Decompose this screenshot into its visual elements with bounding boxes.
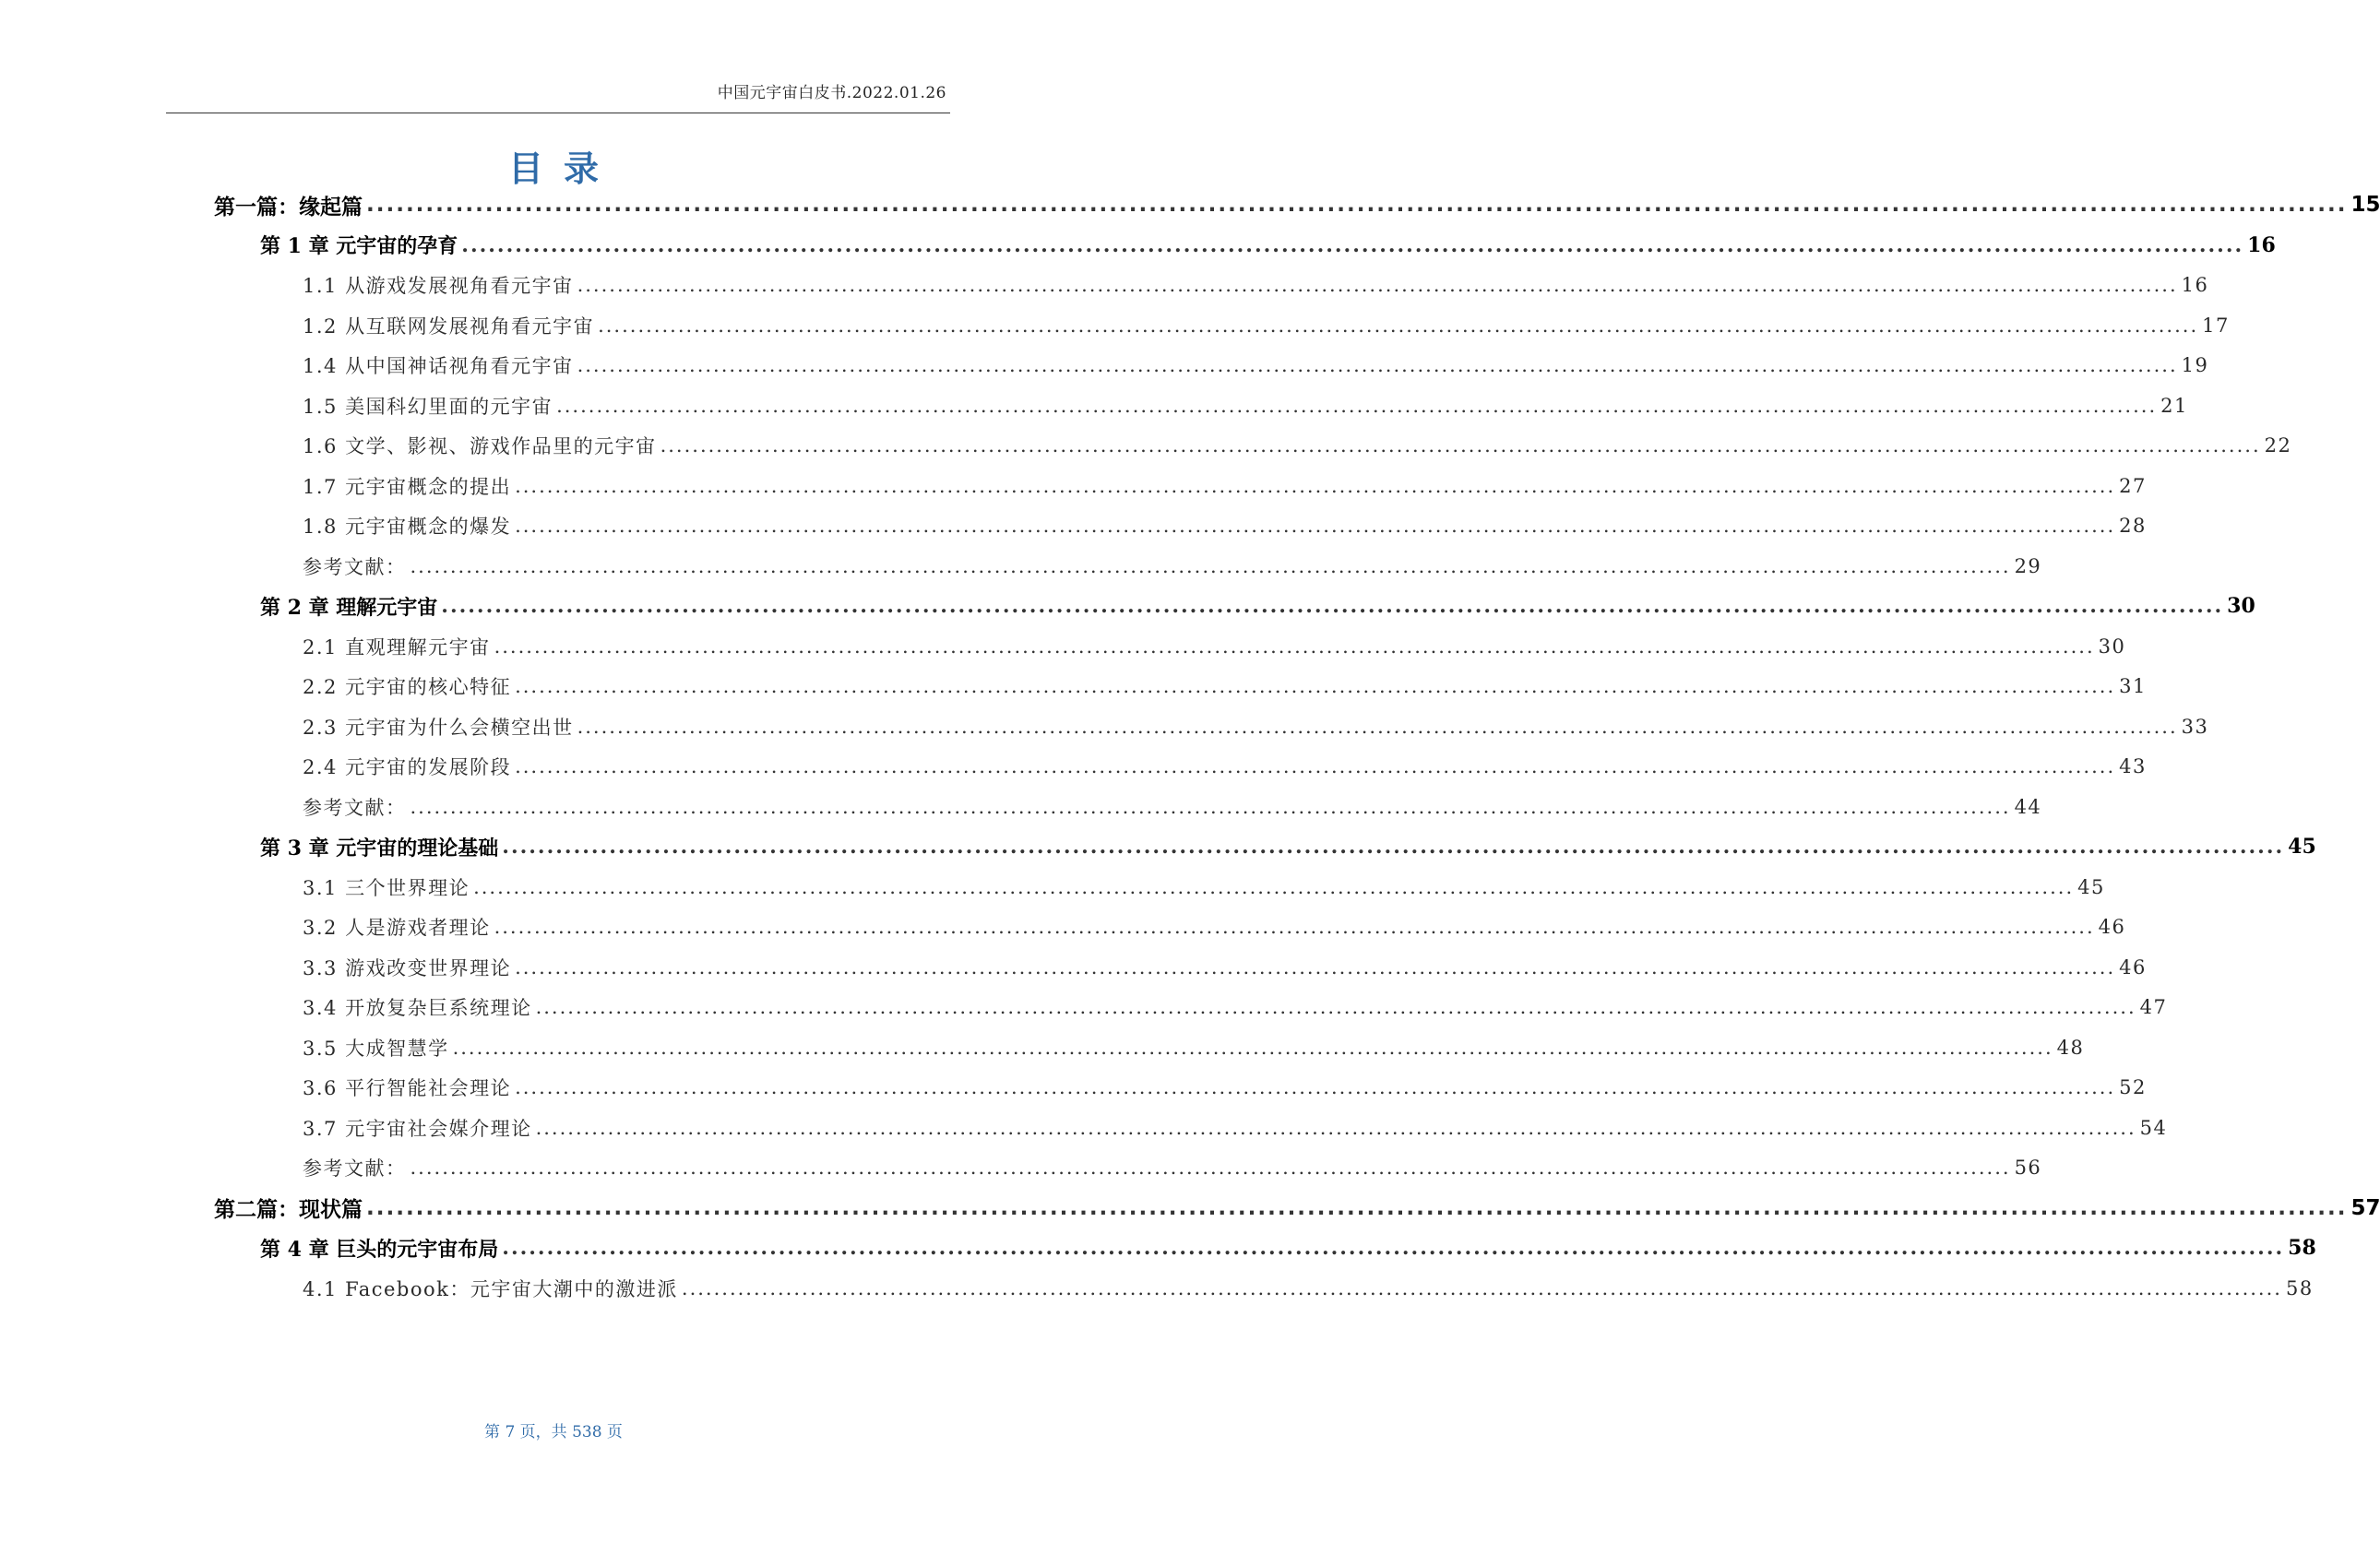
toc-entry-label: 1.1 从游戏发展视角看元宇宙 — [303, 275, 574, 297]
toc-entry-page: 30 — [2227, 594, 2255, 618]
toc-entry-page: 46 — [2098, 916, 2126, 938]
toc-entry-page: 22 — [2264, 434, 2292, 457]
toc-part-entry[interactable] — [214, 186, 2380, 223]
toc-entry-page: 45 — [2288, 835, 2316, 859]
toc-section-entry[interactable] — [303, 1270, 2314, 1307]
toc-entry-label: 参考文献： — [303, 1157, 407, 1180]
dot-leader: ........................................................................................................................................................................................................ — [598, 314, 2199, 337]
toc-entry-page: 29 — [2014, 554, 2042, 577]
toc-entry-label: 3.6 平行智能社会理论 — [303, 1077, 512, 1099]
toc-entry-page: 56 — [2014, 1157, 2042, 1179]
toc-entry-page: 31 — [2119, 675, 2147, 697]
toc-section-entry[interactable] — [303, 628, 2126, 665]
dot-leader: ........................................................................................................................................................................................................ — [366, 193, 2348, 217]
toc-entry-page: 48 — [2056, 1036, 2085, 1059]
dot-leader: ........................................................................................................................................................................................................ — [441, 594, 2224, 618]
toc-entry-label: 3.2 人是游戏者理论 — [303, 917, 491, 939]
toc-entry-page: 47 — [2139, 996, 2168, 1018]
toc-entry-page: 17 — [2202, 314, 2230, 337]
toc-entry-label: 1.2 从互联网发展视角看元宇宙 — [303, 314, 595, 338]
dot-leader: ........................................................................................................................................................................................................ — [461, 232, 2244, 257]
toc-entry-label: 3.7 元宇宙社会媒介理论 — [303, 1117, 532, 1140]
toc-entry-label: 3.3 游戏改变世界理论 — [303, 956, 512, 979]
toc-entry-page: 58 — [2288, 1236, 2316, 1260]
toc-entry-label: 3.1 三个世界理论 — [303, 876, 470, 899]
header-text: 中国元宇宙白皮书.2022.01.26 — [717, 84, 946, 102]
toc-section-entry[interactable] — [303, 1149, 2042, 1186]
dot-leader: ........................................................................................................................................................................................................ — [515, 955, 2116, 979]
toc-entry-label: 1.5 美国科幻里面的元宇宙 — [303, 395, 553, 418]
toc-entry-label: 1.4 从中国神话视角看元宇宙 — [303, 355, 574, 377]
dot-leader: ........................................................................................................................................................................................................ — [515, 675, 2116, 697]
toc-entry-page: 15 — [2350, 193, 2380, 217]
toc-entry-page: 45 — [2077, 875, 2105, 898]
dot-leader: ........................................................................................................................................................................................................ — [502, 835, 2285, 859]
toc-entry-label: 1.6 文学、影视、游戏作品里的元宇宙 — [303, 435, 657, 457]
toc-entry-page: 28 — [2119, 515, 2147, 537]
toc-entry-label: 4.1 Facebook：元宇宙大潮中的激进派 — [303, 1277, 678, 1300]
toc-section-entry[interactable] — [303, 869, 2105, 906]
toc-entry-label: 第 2 章 理解元宇宙 — [260, 595, 438, 620]
toc-entry-label: 第 4 章 巨头的元宇宙布局 — [260, 1237, 499, 1262]
toc-section-entry[interactable] — [303, 507, 2147, 544]
toc-entry-label: 参考文献： — [303, 796, 407, 819]
dot-leader: ........................................................................................................................................................................................................ — [515, 755, 2116, 777]
dot-leader: ........................................................................................................................................................................................................ — [681, 1276, 2282, 1299]
dot-leader: ........................................................................................................................................................................................................ — [452, 1036, 2053, 1059]
toc-part-entry[interactable] — [214, 1190, 2380, 1227]
dot-leader: ........................................................................................................................................................................................................ — [535, 1116, 2136, 1139]
toc-entry-label: 2.4 元宇宙的发展阶段 — [303, 756, 512, 778]
toc-section-entry[interactable] — [303, 307, 2230, 344]
toc-chapter-entry[interactable] — [260, 828, 2316, 865]
toc-section-entry[interactable] — [303, 708, 2209, 745]
dot-leader: ........................................................................................................................................................................................................ — [494, 635, 2095, 658]
toc-entry-page: 16 — [2181, 274, 2209, 296]
toc-entry-page: 27 — [2119, 474, 2147, 497]
toc-section-entry[interactable] — [303, 908, 2126, 945]
toc-entry-label: 第 3 章 元宇宙的理论基础 — [260, 836, 499, 860]
toc-section-entry[interactable] — [303, 989, 2168, 1026]
dot-leader: ........................................................................................................................................................................................................ — [556, 394, 2158, 417]
toc-entry-page: 52 — [2119, 1076, 2147, 1098]
toc-entry-page: 16 — [2247, 232, 2276, 257]
toc-entry-label: 3.4 开放复杂巨系统理论 — [303, 997, 532, 1019]
toc-entry-label: 第 1 章 元宇宙的孕育 — [260, 234, 458, 258]
toc-entry-label: 第二篇：现状篇 — [214, 1198, 363, 1222]
toc-section-entry[interactable] — [303, 267, 2209, 303]
toc-section-entry[interactable] — [303, 347, 2209, 384]
page-footer: 第 7 页，共 538 页 — [484, 1423, 623, 1441]
toc-section-entry[interactable] — [303, 1109, 2168, 1146]
toc-section-entry[interactable] — [303, 427, 2292, 464]
toc-entry-page: 57 — [2350, 1195, 2380, 1220]
toc-chapter-entry[interactable] — [260, 227, 2276, 264]
dot-leader: ........................................................................................................................................................................................................ — [502, 1236, 2285, 1260]
toc-entry-label: 2.2 元宇宙的核心特征 — [303, 676, 512, 698]
toc-chapter-entry[interactable] — [260, 587, 2255, 624]
toc-entry-label: 2.3 元宇宙为什么会横空出世 — [303, 716, 574, 739]
dot-leader: ........................................................................................................................................................................................................ — [473, 875, 2075, 898]
toc-section-entry[interactable] — [303, 748, 2147, 785]
toc-section-entry[interactable] — [303, 949, 2147, 986]
toc-entry-page: 44 — [2014, 795, 2042, 818]
toc-entry-label: 3.5 大成智慧学 — [303, 1037, 449, 1060]
dot-leader: ........................................................................................................................................................................................................ — [577, 354, 2178, 376]
dot-leader: ........................................................................................................................................................................................................ — [577, 715, 2178, 738]
dot-leader: ........................................................................................................................................................................................................ — [494, 916, 2095, 938]
toc-section-entry[interactable] — [303, 1069, 2147, 1106]
toc-entry-label: 1.7 元宇宙概念的提出 — [303, 475, 512, 498]
toc-section-entry[interactable] — [303, 1029, 2085, 1066]
toc-entry-page: 46 — [2119, 955, 2147, 979]
toc-entry-page: 33 — [2181, 715, 2209, 738]
dot-leader: ........................................................................................................................................................................................................ — [515, 1076, 2116, 1098]
dot-leader: ........................................................................................................................................................................................................ — [410, 795, 2011, 818]
toc-entry-label: 2.1 直观理解元宇宙 — [303, 635, 491, 658]
toc-entry-page: 21 — [2160, 394, 2188, 417]
toc-entry-label: 第一篇：缘起篇 — [214, 195, 363, 219]
dot-leader: ........................................................................................................................................................................................................ — [515, 474, 2116, 497]
toc-entry-page: 19 — [2181, 354, 2209, 376]
toc-entry-page: 58 — [2285, 1276, 2314, 1299]
toc-entry-page: 30 — [2098, 635, 2126, 658]
toc-section-entry[interactable] — [303, 387, 2188, 424]
toc-entry-label: 参考文献： — [303, 555, 407, 578]
toc-entry-label: 1.8 元宇宙概念的爆发 — [303, 516, 512, 538]
toc-entry-page: 43 — [2119, 755, 2147, 777]
dot-leader: ........................................................................................................................................................................................................ — [515, 515, 2116, 537]
toc-entry-page: 54 — [2139, 1116, 2168, 1139]
dot-leader: ........................................................................................................................................................................................................ — [410, 1157, 2011, 1179]
toc-section-entry[interactable] — [303, 789, 2042, 825]
toc-section-entry[interactable] — [303, 548, 2042, 585]
toc-title: 目录 — [507, 148, 619, 189]
toc-chapter-entry[interactable] — [260, 1229, 2316, 1266]
toc-section-entry[interactable] — [303, 668, 2147, 705]
dot-leader: ........................................................................................................................................................................................................ — [660, 434, 2261, 457]
toc-section-entry[interactable] — [303, 468, 2147, 504]
dot-leader: ........................................................................................................................................................................................................ — [535, 996, 2136, 1018]
dot-leader: ........................................................................................................................................................................................................ — [577, 274, 2178, 296]
dot-leader: ........................................................................................................................................................................................................ — [366, 1195, 2348, 1220]
dot-leader: ........................................................................................................................................................................................................ — [410, 554, 2011, 577]
